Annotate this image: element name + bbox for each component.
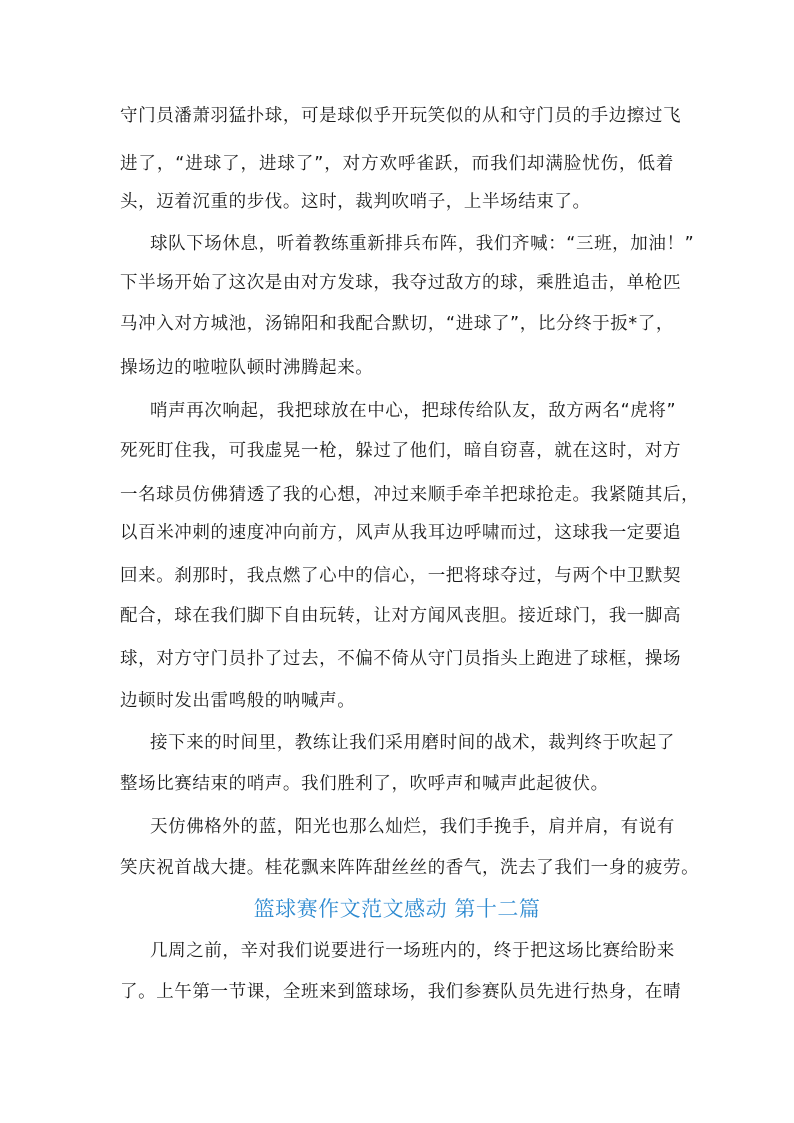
text-line: 回来。刹那时，我点燃了心中的信心，一把将球夺过，与两个中卫默契 bbox=[120, 566, 682, 586]
text-line: 操场边的啦啦队顿时沸腾起来。 bbox=[120, 358, 374, 378]
text-line: 头，迈着沉重的步伐。这时，裁判吹哨子，上半场结束了。 bbox=[120, 192, 591, 212]
text-line: 配合，球在我们脚下自由玩转，让对方闻风丧胆。接近球门，我一脚高 bbox=[120, 606, 682, 626]
text-line: 下半场开始了这次是由对方发球，我夺过敌方的球，乘胜追击，单枪匹 bbox=[120, 273, 682, 293]
text-line: 整场比赛结束的哨声。我们胜利了，吹呼声和喊声此起彼伏。 bbox=[120, 774, 609, 794]
text-line: 以百米冲刺的速度冲向前方，风声从我耳边呼啸而过，这球我一定要追 bbox=[120, 523, 682, 543]
text-line: 几周之前，辛对我们说要进行一场班内的，终于把这场比赛给盼来 bbox=[150, 941, 675, 961]
text-line: 天仿佛格外的蓝，阳光也那么灿烂，我们手挽手，肩并肩，有说有 bbox=[150, 817, 675, 837]
text-line: 球队下场休息，听着教练重新排兵布阵，我们齐喊：“三班，加油！” bbox=[150, 234, 695, 254]
text-line: 一名球员仿佛猜透了我的心想，冲过来顺手牵羊把球抢走。我紧随其后， bbox=[120, 485, 700, 505]
text-line: 守门员潘萧羽猛扑球，可是球似乎开玩笑似的从和守门员的手边擦过飞 bbox=[120, 106, 682, 126]
text-line: 球，对方守门员扑了过去，不偏不倚从守门员指头上跑进了球框，操场 bbox=[120, 649, 682, 669]
text-line: 死死盯住我，可我虚晃一枪，躲过了他们，暗自窃喜，就在这时，对方 bbox=[120, 441, 682, 461]
text-line: 边顿时发出雷鸣般的呐喊声。 bbox=[120, 691, 356, 711]
text-line: 哨声再次响起，我把球放在中心，把球传给队友，敌方两名“虎将” bbox=[150, 401, 677, 421]
text-line: 笑庆祝首战大捷。桂花飘来阵阵甜丝丝的香气，洗去了我们一身的疲劳。 bbox=[120, 858, 700, 878]
text-line: 接下来的时间里，教练让我们采用磨时间的战术，裁判终于吹起了 bbox=[150, 733, 675, 753]
section-heading: 篮球赛作文范文感动 第十二篇 bbox=[253, 897, 541, 921]
text-line: 了。上午第一节课，全班来到篮球场，我们参赛队员先进行热身，在晴 bbox=[120, 982, 682, 1002]
text-line: 进了，“进球了，进球了”，对方欢呼雀跃，而我们却满脸忧伤，低着 bbox=[120, 154, 674, 174]
text-line: 马冲入对方城池，汤锦阳和我配合默切，“进球了”，比分终于扳*了， bbox=[120, 314, 674, 334]
